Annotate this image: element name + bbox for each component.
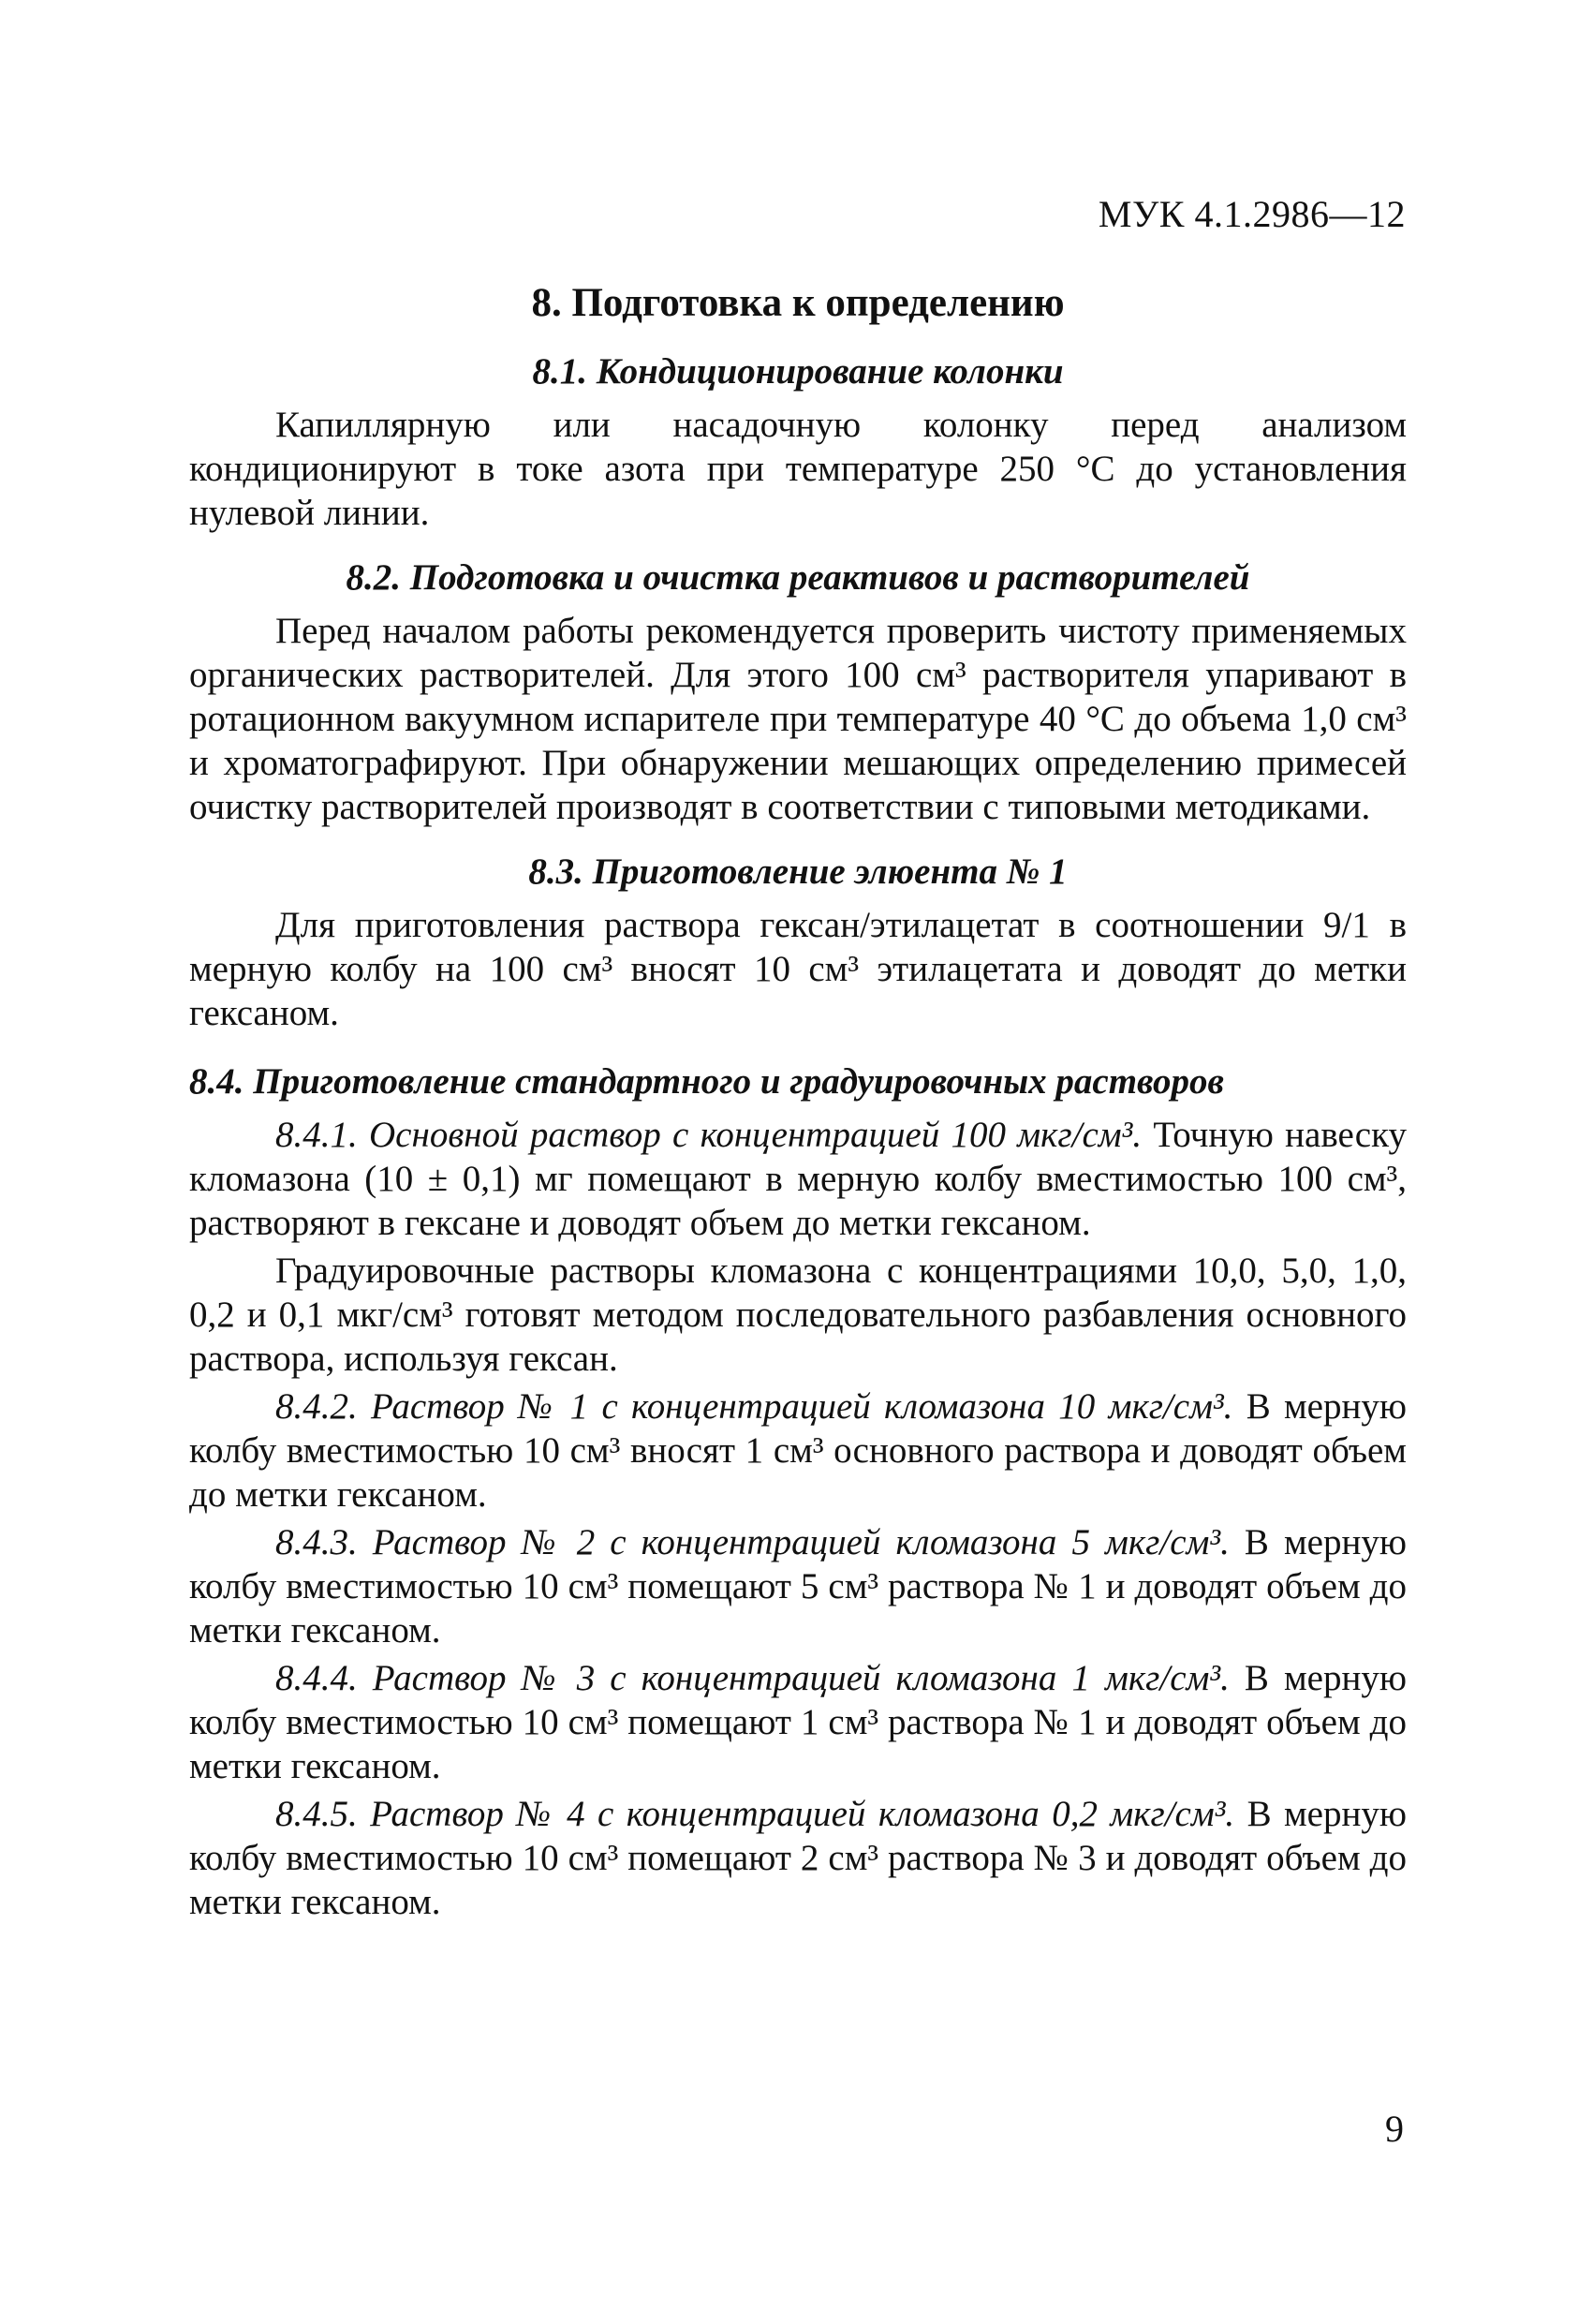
doc-code: МУК 4.1.2986—12 <box>1098 193 1406 235</box>
subsection-title-8-2: 8.2. Подготовка и очистка реактивов и растворителей <box>346 557 1250 598</box>
paragraph-text: В мерную колбу вместимостью 10 см³ помещают 5 см³ раствора № 1 и доводят объем до метки гексаном. <box>189 1522 1407 1650</box>
paragraph-lead: 8.4.1. Основной раствор с концентрацией 100 мкг/см³. <box>275 1115 1143 1155</box>
section-title: 8. Подготовка к определению <box>531 281 1065 325</box>
subsection-title-8-3: 8.3. Приготовление элюента № 1 <box>528 851 1068 892</box>
paragraph-text: В мерную колбу вместимостью 10 см³ вносят 1 см³ основного раствора и доводят объем до метки гексаном. <box>189 1386 1407 1515</box>
subsection-title-8-1: 8.1. Кондиционирование колонки <box>532 351 1064 392</box>
paragraph-8-2: Перед началом работы рекомендуется проверить чистоту применяемых органических растворителей. Для этого 100 см³ растворителя упаривают в ротационном вакуумном испарителе при температуре 40 °С до объема 1,0 см³ и хроматографируют. При обнаружении мешающих определению примесей очистку растворителей производят в соответствии с типовыми методиками. <box>189 611 1407 827</box>
paragraph-lead: 8.4.2. Раствор № 1 с концентрацией кломазона 10 мкг/см³. <box>275 1386 1233 1427</box>
paragraph-8-4-4 <box>189 1656 1407 1788</box>
page-content <box>189 281 1407 1924</box>
paragraph-lead: 8.4.4. Раствор № 3 с концентрацией кломазона 1 мкг/см³. <box>275 1658 1230 1698</box>
paragraph-8-4-3 <box>189 1520 1407 1652</box>
page-number: 9 <box>1385 2108 1404 2150</box>
paragraph-calibration: Градуировочные растворы кломазона с концентрациями 10,0, 5,0, 1,0, 0,2 и 0,1 мкг/см³ готовят методом последовательного разбавления основного раствора, используя гексан. <box>189 1251 1407 1379</box>
paragraph-8-4-2 <box>189 1384 1407 1517</box>
paragraph-lead: 8.4.5. Раствор № 4 с концентрацией кломазона 0,2 мкг/см³. <box>275 1794 1235 1834</box>
paragraph-lead: 8.4.3. Раствор № 2 с концентрацией кломазона 5 мкг/см³. <box>275 1522 1230 1562</box>
paragraph-8-4-1 <box>189 1113 1407 1245</box>
paragraph-8-1: Капиллярную или насадочную колонку перед анализом кондиционируют в токе азота при температуре 250 °С до установления нулевой линии. <box>189 405 1407 533</box>
paragraph-text: В мерную колбу вместимостью 10 см³ помещают 2 см³ раствора № 3 и доводят объем до метки гексаном. <box>189 1794 1407 1922</box>
subsection-title-8-4: 8.4. Приготовление стандартного и градуировочных растворов <box>189 1061 1224 1102</box>
paragraph-text: В мерную колбу вместимостью 10 см³ помещают 1 см³ раствора № 1 и доводят объем до метки гексаном. <box>189 1658 1407 1786</box>
paragraph-8-4-5 <box>189 1792 1407 1924</box>
paragraph-8-3: Для приготовления раствора гексан/этилацетат в соотношении 9/1 в мерную колбу на 100 см³ вносят 10 см³ этилацетата и доводят до метки гексаном. <box>189 905 1407 1033</box>
paragraph-text: Точную навеску кломазона (10 ± 0,1) мг помещают в мерную колбу вместимостью 100 см³, растворяют в гексане и доводят объем до метки гексаном. <box>189 1115 1407 1243</box>
